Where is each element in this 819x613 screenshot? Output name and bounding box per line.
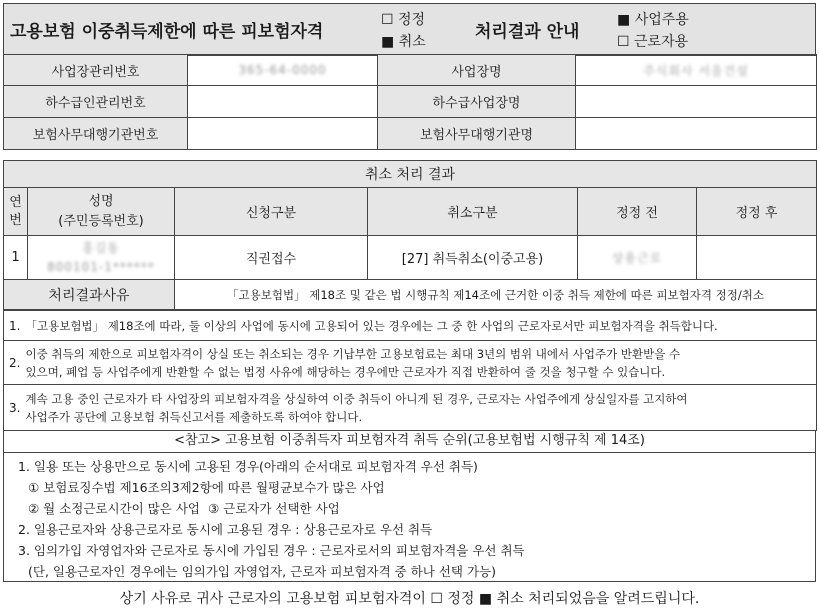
row-type: 직권접수 [175, 236, 368, 280]
note-item [4, 341, 817, 385]
business-info-table [3, 54, 817, 150]
row-after [697, 236, 817, 280]
row-cancel: [27] 취득취소(이중고용) [368, 236, 578, 280]
row-before: 상용근로 [578, 236, 697, 280]
table-row [4, 236, 817, 280]
sub-name-value [576, 86, 817, 118]
col-cancel-header: 취소구분 [368, 188, 578, 236]
reference-line: ① 보험료징수법 제16조의3제2항에 따른 월평균보수가 많은 사업 [28, 480, 385, 495]
col-after-header: 정정 후 [697, 188, 817, 236]
checkbox-empty-icon: ☐ [617, 34, 630, 50]
col-before-header: 정정 전 [578, 188, 697, 236]
option-business: ■ 사업주용 [617, 12, 689, 28]
reference-line: ② 월 소정근로시간이 많은 사업 ③ 근로자가 선택한 사업 [28, 501, 340, 516]
reference-line: 3. 임의가입 자영업자와 근로자로 동시에 가입된 경우 : 근로자로서의 피보험자격을 우선 취득 [18, 543, 525, 558]
biz-name-label: 사업장명 [378, 55, 576, 86]
checkbox-filled-icon: ■ [381, 34, 395, 50]
biz-no-value: 365-64-0000 [188, 55, 378, 86]
notes-table [3, 310, 817, 431]
option-cancel: ■ 취소 [381, 34, 426, 50]
note-number: 3. [4, 385, 26, 431]
footer-statement: 상기 사유로 귀사 근로자의 고용보험 피보험자격이 ☐ 정정 ■ 취소 처리되었음을 알려드립니다. [119, 591, 700, 607]
sub-name-label: 하수급사업장명 [378, 86, 576, 118]
row-name: 홍길동 800101-1****** [28, 236, 175, 280]
option-correct: ☐ 정정 [381, 12, 426, 28]
reference-title: <참고> 고용보험 이중취득자 피보험자격 취득 순위(고용보험법 시행규칙 제 14조) [3, 430, 816, 453]
reason-text: 「고용보험법」 제18조 및 같은 법 시행규칙 제14조에 근거한 이중 취득 제한에 따른 피보험자격 정정/취소 [175, 280, 817, 310]
agency-no-label: 보험사무대행기관번호 [4, 118, 188, 150]
agency-name-label: 보험사무대행기관명 [378, 118, 576, 150]
checkbox-filled-icon: ■ [478, 591, 493, 607]
col-no-header: 연번 [4, 188, 28, 236]
sub-no-value [188, 86, 378, 118]
col-type-header: 신청구분 [175, 188, 368, 236]
note-item [4, 311, 817, 341]
result-table [3, 160, 817, 310]
checkbox-filled-icon: ■ [617, 12, 631, 28]
reference-line: 2. 일용근로자와 상용근로자로 동시에 고용된 경우 : 상용근로자로 우선 취득 [18, 522, 433, 537]
row-no: 1 [4, 236, 28, 280]
option-worker: ☐ 근로자용 [617, 34, 689, 50]
checkbox-empty-icon: ☐ [430, 591, 443, 607]
document-title: 고용보험 이중취득제한에 따른 피보험자격 [10, 22, 324, 42]
document-subtitle: 처리결과 안내 [475, 22, 580, 42]
biz-no-label: 사업장관리번호 [4, 55, 188, 86]
agency-no-value [188, 118, 378, 150]
checkbox-empty-icon: ☐ [381, 12, 394, 28]
note-text: 이중 취득의 제한으로 피보험자격이 상실 또는 취소되는 경우 기납부한 고용보험료는 최대 3년의 범위 내에서 사업주가 반환받을 수 있으며, 폐업 등 사업주에게 반환할 수 없는 법정 사유에 해당하는 경우에만 근로자가 직접 반환하여 줄 것을 청구할 수 있습니다. [26, 341, 817, 385]
col-name-header: 성명 (주민등록번호) [28, 188, 175, 236]
reference-line: 1. 일용 또는 상용만으로 동시에 고용된 경우(아래의 순서대로 피보험자격 우선 취득) [18, 459, 478, 474]
sub-no-label: 하수급인관리번호 [4, 86, 188, 118]
result-title: 취소 처리 결과 [4, 161, 817, 188]
agency-name-value [576, 118, 817, 150]
reason-label: 처리결과사유 [4, 280, 175, 310]
note-number: 2. [4, 341, 26, 385]
note-number: 1. [4, 311, 26, 341]
note-text: 계속 고용 중인 근로자가 타 사업장의 피보험자격을 상실하여 이중 취득이 아니게 된 경우, 근로자는 사업주에게 상실일자를 고지하여 사업주가 공단에 고용보험 취득신고서를 제출하도록 하여야 합니다. [26, 385, 817, 431]
reference-line: (단, 일용근로자인 경우에는 임의가입 자영업자, 근로자 피보험자격 중 하나 선택 가능) [28, 564, 496, 579]
note-text: 「고용보험법」 제18조에 따라, 둘 이상의 사업에 동시에 고용되어 있는 경우에는 그 중 한 사업의 근로자로서만 피보험자격을 취득합니다. [26, 311, 817, 341]
note-item [4, 385, 817, 431]
biz-name-value: 주식회사 서울건설 [576, 55, 817, 86]
